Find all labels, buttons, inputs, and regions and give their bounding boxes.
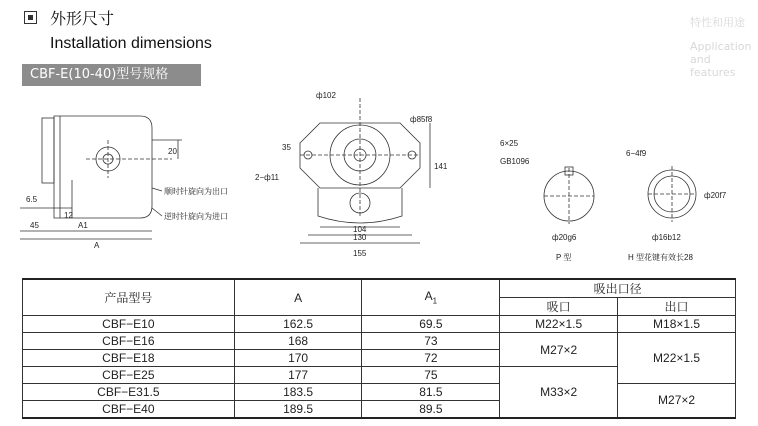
- cell-a: 177: [234, 367, 362, 384]
- cell-inlet: M27×2: [500, 333, 618, 367]
- cell-a: 183.5: [234, 384, 362, 401]
- dimensions-table: [22, 278, 736, 419]
- cell-a1: 75: [362, 367, 500, 384]
- header-model: 产品型号: [23, 279, 235, 316]
- header-outlet: 出口: [618, 298, 736, 316]
- dim-6-5: 6.5: [26, 195, 38, 204]
- cell-model: CBF−E25: [23, 367, 235, 384]
- cell-outlet: M27×2: [618, 384, 736, 418]
- shaft-h-caption: H 型花键有效长28: [628, 253, 693, 262]
- header-inlet: 吸口: [500, 298, 618, 316]
- cell-a1: 72: [362, 350, 500, 367]
- cell-a: 189.5: [234, 401, 362, 418]
- shaft-h-outer-dia: ф20f7: [704, 191, 727, 200]
- shaft-p-dia: ф20g6: [552, 233, 577, 242]
- installation-drawings: [0, 88, 758, 276]
- table-row: [23, 384, 736, 401]
- cell-model: CBF−E40: [23, 401, 235, 418]
- header-a: A: [234, 279, 362, 316]
- header-port-size: 吸出口径: [500, 279, 736, 298]
- cell-model: CBF−E31.5: [23, 384, 235, 401]
- note-counterclockwise-inlet: 逆时针旋向为进口: [164, 212, 228, 221]
- cell-inlet: M22×1.5: [500, 316, 618, 333]
- page-title-cn: 外形尺寸: [50, 9, 115, 28]
- cell-model: CBF−E10: [23, 316, 235, 333]
- cell-outlet: M22×1.5: [618, 333, 736, 384]
- dim-130: 130: [353, 233, 367, 242]
- page-title-en: Installation dimensions: [50, 35, 212, 52]
- dim-35: 35: [282, 143, 291, 152]
- cell-a1: 89.5: [362, 401, 500, 418]
- cell-inlet: M33×2: [500, 367, 618, 418]
- table-row: [23, 333, 736, 350]
- cell-a1: 81.5: [362, 384, 500, 401]
- dia-85f8: ф85f8: [410, 115, 433, 124]
- key-6x25: 6×25: [500, 139, 519, 148]
- p-type-shaft-drawing: [544, 167, 594, 224]
- model-series-tab: CBF-E(10-40)型号规格: [22, 64, 201, 86]
- cell-a: 170: [234, 350, 362, 367]
- dim-104: 104: [353, 225, 367, 234]
- dim-a1: A1: [78, 221, 88, 230]
- dim-45: 45: [30, 221, 39, 230]
- dim-141: 141: [434, 162, 448, 171]
- cell-a1: 69.5: [362, 316, 500, 333]
- cell-a: 168: [234, 333, 362, 350]
- header-a1: $A_1$: [362, 279, 500, 316]
- shaft-p-caption: P 型: [556, 253, 572, 262]
- h-type-shaft-drawing: [648, 166, 696, 222]
- section-square-icon: [24, 11, 37, 24]
- cell-model: CBF−E16: [23, 333, 235, 350]
- key-standard: GB1096: [500, 157, 530, 166]
- cell-a1: 73: [362, 333, 500, 350]
- table-row: [23, 316, 736, 333]
- dim-12: 12: [64, 211, 73, 220]
- note-clockwise-outlet: 顺时针旋向为出口: [164, 187, 228, 196]
- cell-a: 162.5: [234, 316, 362, 333]
- dim-155: 155: [353, 249, 367, 258]
- shaft-h-inner-dia: ф16b12: [652, 233, 681, 242]
- side-view-drawing: [20, 116, 182, 239]
- faded-heading-cn: 特性和用途: [690, 16, 745, 29]
- cell-model: CBF−E18: [23, 350, 235, 367]
- cell-outlet: M18×1.5: [618, 316, 736, 333]
- dim-a: A: [94, 241, 100, 250]
- spline-spec: 6−4f9: [626, 149, 647, 158]
- dia-102: ф102: [316, 91, 336, 100]
- dim-20: 20: [168, 147, 177, 156]
- faded-heading-en: Application and features: [690, 40, 752, 79]
- mount-holes: 2−ф11: [255, 173, 280, 182]
